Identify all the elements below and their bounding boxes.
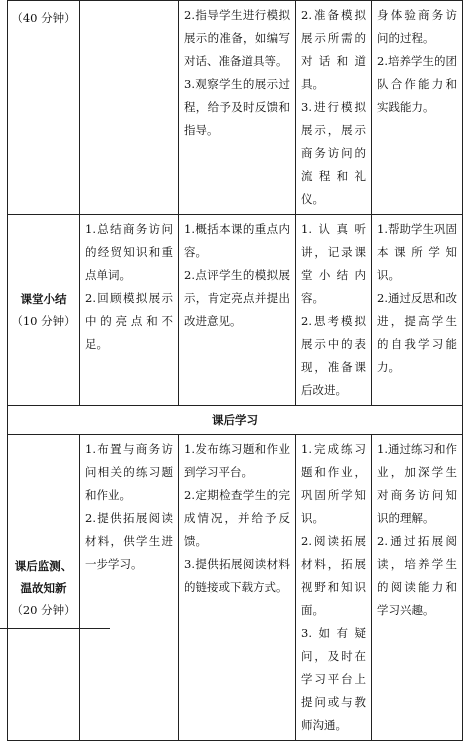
student-activity-item: 2.准备模拟展示所需的对话和道具。 [301,8,366,91]
stage-cell [8,435,80,741]
student-activity-cell [296,215,372,406]
goal-item: 2.通过反思和改进，提高学生的自我学习能力。 [377,291,457,374]
stage-duration: （10 分钟） [11,314,76,328]
student-activity-item: 3.如有疑问，及时在学习平台上提问或与教师沟通。 [301,626,366,732]
goal-cell [372,1,463,215]
stage-cell [8,1,80,215]
page-bottom-rule [0,628,110,629]
stage-cell [8,215,80,406]
teacher-activity-cell [179,1,296,215]
content-cell [80,215,179,406]
table-row [8,435,463,741]
content-cell [80,435,179,741]
teacher-activity-item: 1.发布练习题和作业到学习平台。 [184,442,290,479]
student-activity-item: 2.阅读拓展材料，拓展视野和知识面。 [301,534,366,617]
stage-name: 课堂小结 [20,292,67,306]
content-item: 1.总结商务访问的经贸知识和重点单词。 [85,222,173,282]
goal-item: 1.帮助学生巩固本课所学知识。 [377,222,457,282]
student-activity-cell [296,1,372,215]
goal-item: 2.培养学生的团队合作能力和实践能力。 [377,54,457,114]
goal-item: 2.通过拓展阅读，培养学生的阅读能力和学习兴趣。 [377,534,457,617]
goal-item: 1.通过练习和作业，加深学生对商务访问知识的理解。 [377,442,457,525]
student-activity-item: 1.认真听讲，记录课堂小结内容。 [301,222,366,305]
goal-item: 身体验商务访问的过程。 [377,8,457,45]
section-row [8,406,463,435]
goal-cell [372,215,463,406]
table-row [8,1,463,215]
teacher-activity-item: 2.点评学生的模拟展示，肯定亮点并提出改进意见。 [184,268,290,328]
teacher-activity-item: 3.观察学生的展示过程，给予及时反馈和指导。 [184,77,290,137]
stage-duration: （40 分钟） [11,11,76,25]
goal-cell [372,435,463,741]
teacher-activity-item: 2.指导学生进行模拟展示的准备，如编写对话、准备道具等。 [184,8,290,68]
student-activity-item: 2.思考模拟展示中的表现，准备课后改进。 [301,314,366,397]
stage-name: 课后监测、温故知新 [14,558,73,595]
student-activity-item: 1.完成练习题和作业，巩固所学知识。 [301,442,366,525]
section-title: 课后学习 [8,406,463,435]
content-item: 2.提供拓展阅读材料，供学生进一步学习。 [85,511,173,571]
teacher-activity-item: 2.定期检查学生的完成情况，并给予反馈。 [184,488,290,548]
teacher-activity-item: 1.概括本课的重点内容。 [184,222,290,259]
student-activity-item: 3.进行模拟展示，展示商务访问的流程和礼仪。 [301,100,366,206]
content-item: 1.布置与商务访问相关的练习题和作业。 [85,442,173,502]
lesson-plan-table [7,0,463,741]
table-row [8,215,463,406]
stage-duration: （20 分钟） [11,602,76,617]
content-cell [80,1,179,215]
student-activity-cell [296,435,372,741]
content-item: 2.回顾模拟展示中的亮点和不足。 [85,291,173,351]
teacher-activity-item: 3.提供拓展阅读材料的链接或下载方式。 [184,557,290,594]
teacher-activity-cell [179,435,296,741]
teacher-activity-cell [179,215,296,406]
